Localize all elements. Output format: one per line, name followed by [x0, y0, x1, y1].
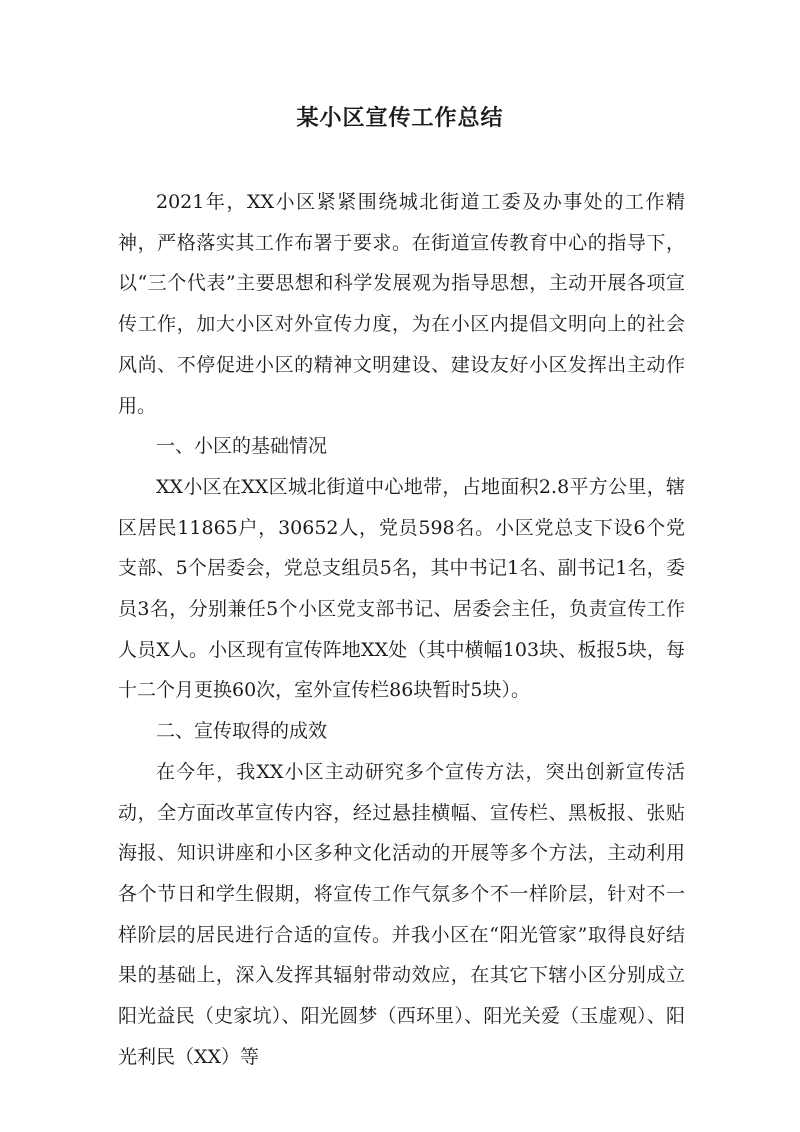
paragraph-basic-info: XX小区在XX区城北街道中心地带，占地面积2.8平方公里，辖区居民11865户，30652人，党员598名。小区党总支下设6个党支部、5个居委会，党总支组员5名，其中书记1名、副书记1名，委员3名，分别兼任5个小区党支部书记、居委会主任，负责宣传工作人员X人。小区现有宣传阵地XX处（其中横幅103块、板报5块，每十二个月更换60次，室外宣传栏86块暂时5块）。	[118, 475, 685, 702]
paragraph-intro: 2021年，XX小区紧紧围绕城北街道工委及办事处的工作精神，严格落实其工作布署于要求。在街道宣传教育中心的指导下，以“三个代表”主要思想和科学发展观为指导思想，主动开展各项宣传工作，加大小区对外宣传力度，为在小区内提倡文明向上的社会风尚、不停促进小区的精神文明建设、建设友好小区发挥出主动作用。	[118, 191, 685, 417]
paragraph-achievements: 在今年，我XX小区主动研究多个宣传方法，突出创新宣传活动，全方面改革宣传内容，经过悬挂横幅、宣传栏、黑板报、张贴海报、知识讲座和小区多种文化活动的开展等多个方法，主动利用各个节日和学生假期，将宣传工作气氛多个不一样阶层，针对不一样阶层的居民进行合适的宣传。并我小区在“阳光管家”取得良好结果的基础上，深入发挥其辐射带动效应，在其它下辖小区分别成立阳光益民（史家坑）、阳光圆梦（西环里）、阳光关爱（玉虚观）、阳光利民（XX）等	[118, 760, 685, 1068]
section-heading-achievements: 二、宣传取得的成效	[156, 720, 328, 743]
document-body	[118, 182, 685, 1077]
section-heading-basic-info: 一、小区的基础情况	[156, 435, 328, 458]
document-title: 某小区宣传工作总结	[296, 105, 504, 131]
